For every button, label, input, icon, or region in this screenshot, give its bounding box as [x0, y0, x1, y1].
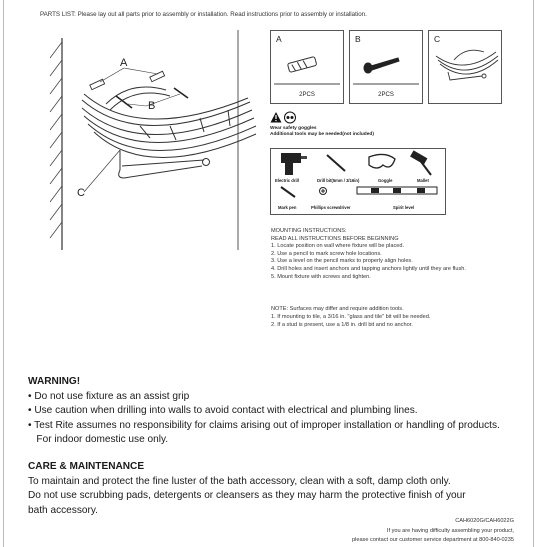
part-a-letter: A [276, 34, 282, 44]
part-b-qty: 2PCS [378, 92, 394, 98]
page-border-right [533, 0, 534, 547]
mounting-step: 2. Use a pencil to mark screw hole locations. [271, 250, 382, 257]
goggles-note: Wear safety goggles [270, 126, 317, 131]
note-item: 2. If a stud is present, use a 1/8 in. drill bit and no anchor. [271, 321, 413, 328]
care-section [28, 460, 466, 518]
mounting-subtitle: READ ALL INSTRUCTIONS BEFORE BEGINNING [271, 235, 399, 242]
mounting-step: 1. Locate position on wall where fixture will be placed. [271, 243, 405, 250]
surface-note [271, 306, 430, 329]
warning-item: • Use caution when drilling into walls to avoid contact with electrical and plumbing lines. [28, 405, 418, 417]
mounting-step: 5. Mount fixture with screws and tighten. [271, 273, 371, 280]
tool-label-electric-drill: Electric drill [275, 178, 299, 183]
care-heading: CARE & MAINTENANCE [28, 461, 145, 472]
note-title: NOTE: Surfaces may differ and require addition tools. [271, 306, 404, 312]
part-a-qty: 2PCS [299, 92, 315, 98]
tool-label-screwdriver: Phillips screwdriver [311, 205, 351, 210]
warning-section [28, 375, 500, 448]
parts-boxes [270, 30, 510, 110]
model-number: CAH6020G/CAH6022G [455, 518, 514, 524]
tool-label-goggle: Goggle [378, 178, 393, 183]
mounting-step: 3. Use a level on the pencil marks to properly align holes. [271, 258, 413, 265]
warning-triangle-icon [271, 112, 282, 123]
care-line: bath accessory. [28, 504, 98, 516]
page-border-left [3, 0, 4, 547]
tool-label-spirit-level: Spirit level [393, 205, 415, 210]
warning-heading: WARNING! [28, 376, 81, 387]
mounting-title: MOUNTING INSTRUCTIONS: [271, 228, 347, 234]
tools-panel [270, 148, 446, 215]
warning-item: For indoor domestic use only. [28, 434, 169, 446]
goggle-icon [369, 154, 395, 168]
help-line-1: If you are having difficulty assembling your product, [386, 528, 514, 534]
mounting-instructions [271, 228, 466, 281]
tool-label-mark-pen: Mark pen [278, 205, 297, 210]
tool-label-drill-bit: Drill bit(5mm / 3/16in) [317, 178, 360, 183]
mallet-icon [410, 150, 431, 175]
safety-icons [270, 111, 300, 125]
mark-pen-icon [281, 187, 295, 197]
care-line: Do not use scrubbing pads, detergents or cleansers as they may harm the protective finish of your [28, 490, 466, 502]
note-item: 1. If mounting to tile, a 3/16 in. "glass and tile" bit will be needed. [271, 313, 431, 320]
spirit-level-icon [357, 187, 437, 194]
care-line: To maintain and protect the fine luster of the bath accessory, clean with a soft, damp cloth only. [28, 475, 451, 487]
diagram-label-c: C [77, 187, 85, 199]
mounting-step: 4. Drill holes and insert anchors and tapping anchors lightly until they are flush. [271, 265, 466, 272]
bath-shelf-icon [436, 50, 498, 80]
help-line-2: please contact our customer service department at 800-840-0235 [351, 537, 514, 543]
tools-needed-note: Additional tools may be needed(not included) [270, 132, 374, 137]
goggles-required-icon [285, 112, 296, 123]
part-b-letter: B [355, 34, 361, 44]
screwdriver-icon [320, 188, 327, 195]
diagram-label-a: A [120, 57, 128, 69]
parts-list-note: PARTS LIST: Please lay out all parts prior to assembly or installation. Read instructions prior to assembly or installation. [40, 11, 367, 18]
warning-item: • Do not use fixture as an assist grip [28, 390, 190, 402]
screw-icon [364, 58, 399, 73]
diagram-label-b: B [148, 100, 156, 112]
drill-bit-icon [327, 155, 345, 171]
warning-item: • Test Rite assumes no responsibility for claims arising out of improper installation or handling of products. [28, 419, 500, 431]
installation-diagram [20, 30, 260, 250]
electric-drill-icon [281, 153, 307, 175]
part-c-letter: C [434, 34, 441, 44]
tool-label-mallet: Mallet [417, 178, 429, 183]
wall-anchor-icon [287, 57, 316, 73]
